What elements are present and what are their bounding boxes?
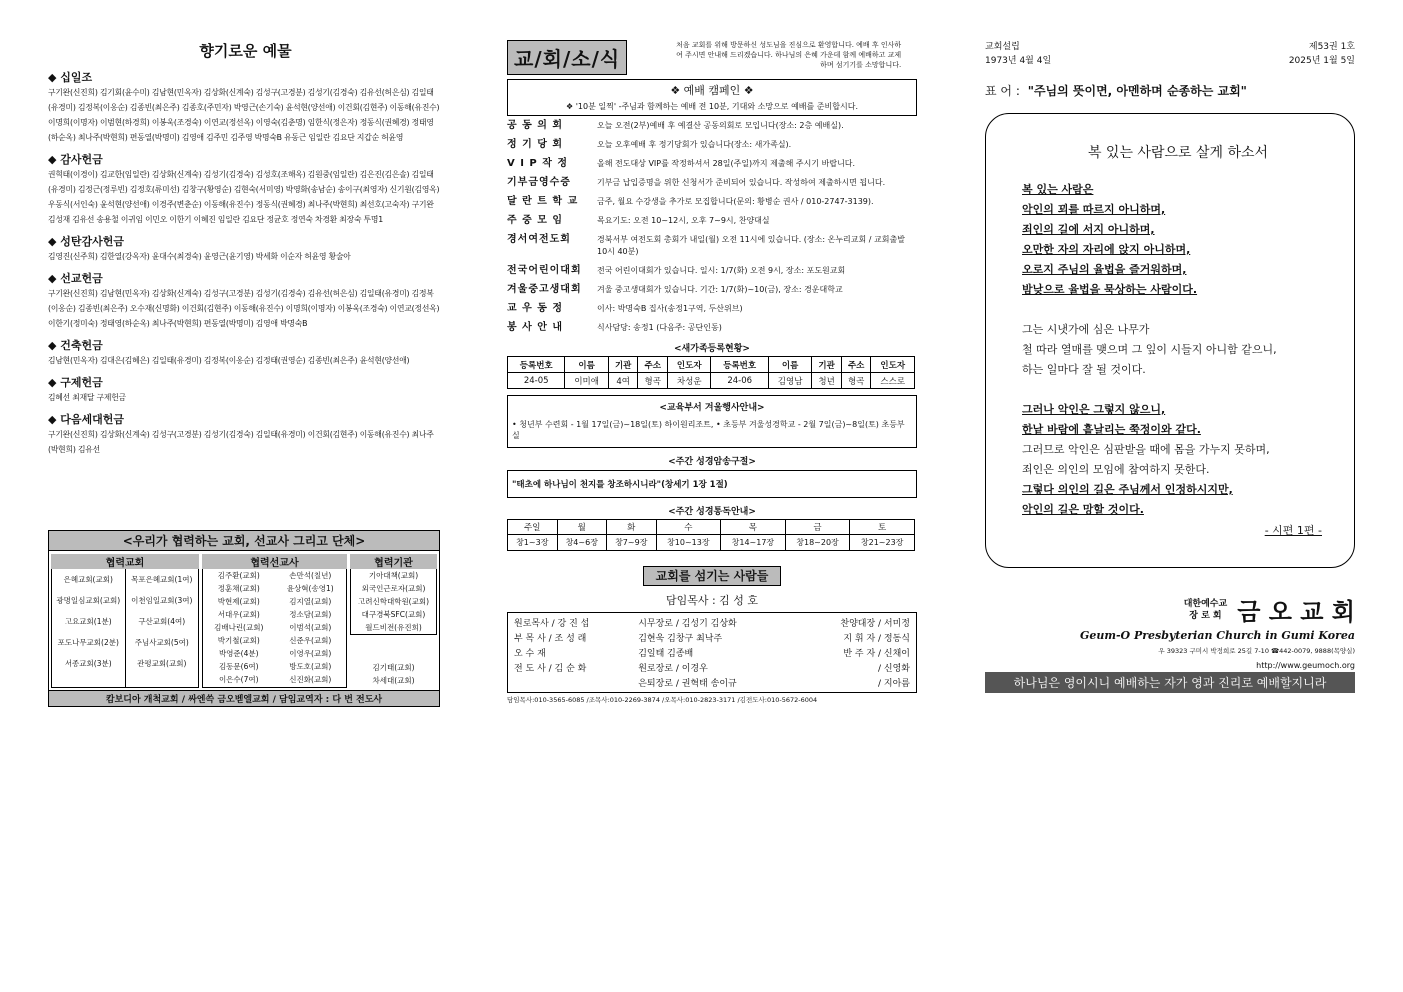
scripture-banner: 하나님은 영이시니 예배하는 자가 영과 진리로 예배할지니라	[985, 672, 1355, 693]
church-list-a	[52, 569, 126, 687]
church-item: 이천임일교회(3여)	[131, 596, 193, 605]
missionary-item: 서대우(교회)	[217, 610, 260, 619]
notice-label: 경서여전도회	[507, 234, 571, 245]
org-item: 김기태(교회)	[372, 663, 415, 672]
psalm-line: 죄인의 길에 서지 아니하며,	[1022, 223, 1155, 236]
staff-cell: 김일태 김종배	[638, 649, 694, 659]
denomination-1: 대한예수교	[1183, 598, 1228, 609]
news-title: 교/회/소/식	[507, 40, 627, 75]
left-column	[48, 40, 443, 705]
psalm-line: 오로지 주님의 율법을 즐거워하며,	[1022, 263, 1187, 276]
missionary-item: 신준우(교회)	[289, 636, 332, 645]
psalm-line: 그는 시냇가에 심은 나무가	[1022, 323, 1150, 336]
church-item: 관평교회(교회)	[137, 659, 187, 668]
notice-item	[507, 284, 917, 296]
denomination-2: 장 로 회	[1189, 610, 1222, 621]
reading-chapter: 창14~17장	[721, 535, 786, 551]
offering-sections	[48, 69, 443, 457]
newfamily-header: 등록번호	[508, 357, 565, 373]
psalm-line: 한낱 바람에 흩날리는 쭉정이와 같다.	[1022, 423, 1201, 436]
coop-org-header: 협력기관	[350, 554, 437, 569]
church-address: 우 39323 구미시 박정희로 25길 7-10 ☎442-0079, 9888(목양실)	[1158, 647, 1355, 655]
offering-heading: ◆ 다음세대헌금	[48, 413, 125, 426]
reading-day: 목	[721, 520, 786, 535]
news-intro: 처음 교회를 위해 방문하신 성도님을 진심으로 환영합니다. 예배 후 인사하여 주시면 안내해 드리겠습니다. 하나님의 은혜 가운데 함께 예배하고 교제하며 섬기기를 소망합니다.	[676, 41, 902, 69]
newfamily-cell: 청년	[812, 373, 842, 389]
staff-cell: 찬양대장 / 서미정	[840, 619, 910, 629]
notice-item	[507, 265, 917, 277]
offering-names: 권혁태(이경이) 김교한(임일란) 김상화(신계숙) 김성기(김경숙) 김성호(조해옥) 김원중(임일란) 김은진(김은솔) 김일태(유경미) 김정근(정루빈) 김정호(류미선) 김창구(황영순) 김현숙(서미영) 박영화(송남순) 송이구(최영자) 신기원(김영옥) 우동식(서인숙) 윤석현(양선애) 이경주(변춘순) 이동해(유진수) 정동식(권혜경) 최나주(박현희) 최선호(고숙자) 구기완 김성재 김유선 송용철 이귀임 이민오 이한기 이혜진 임일란 김요단 정균호 정연숙 차경환 최장숙 투명1	[48, 170, 440, 224]
staff-cell: 지 휘 자 / 정동식	[843, 634, 910, 644]
church-item: 주님사교회(5여)	[134, 638, 189, 647]
psalm-line	[1022, 380, 1334, 400]
offering-section	[48, 69, 443, 145]
church-item: 은혜교회(교회)	[63, 575, 113, 584]
offering-section	[48, 374, 443, 405]
missionary-list-a	[203, 569, 275, 687]
staff-cell: 원로목사 / 강 진 섭	[514, 619, 590, 629]
coop-box	[48, 530, 440, 707]
offering-names: 구기완(신진희) 김남현(민옥자) 김상화(신계숙) 김성구(고경분) 김성기(김경숙) 김유선(허은심) 김일태(유경미) 김정복(이옹순) 김종빈(최은주) 오수재(신명화) 이건회(김현주) 이동해(유진수) 이명희(이명자) 이봉욱(조경숙) 이연교(정선옥) 이한기(정미숙) 정태영(하순옥) 최나주(박현희) 편동열(박명미) 김영애 박명숙B	[48, 289, 440, 328]
notice-text: 전국 어린이대회가 있습니다. 일시: 1/7(화) 오전 9시, 장소: 포도원교회	[597, 266, 846, 275]
offering-section	[48, 233, 443, 264]
newfamily-header: 기관	[812, 357, 842, 373]
motto-text: "주님의 뜻이면, 아멘하며 순종하는 교회"	[1027, 84, 1247, 98]
newfamily-header: 주소	[638, 357, 668, 373]
edu-text: • 청년부 수련회 - 1월 17일(금)~18일(토) 하이원리조트, • 초등부 겨울성경학교 - 2월 7일(금)~8일(토) 초등부실	[512, 420, 905, 440]
founded-label: 교회설립	[985, 42, 1020, 52]
offering-heading: ◆ 선교헌금	[48, 272, 103, 285]
reading-day: 수	[656, 520, 721, 535]
memory-title: <주간 성경암송구절>	[668, 457, 756, 467]
newfamily-header: 기관	[608, 357, 638, 373]
reading-day: 금	[785, 520, 850, 535]
missionary-item: 김주환(교회)	[217, 571, 260, 580]
notice-item	[507, 234, 917, 258]
psalm-text	[1022, 180, 1334, 520]
missionary-item: 이영우(교회)	[289, 649, 332, 658]
notice-label: 전국어린이대회	[507, 265, 582, 276]
psalm-line: 그러므로 악인은 심판받을 때에 몸을 가누지 못하며,	[1022, 443, 1270, 456]
reading-day: 월	[557, 520, 607, 535]
newfamily-cell: 24-06	[711, 373, 768, 389]
notice-item	[507, 120, 917, 132]
newfamily-cell: 스스로	[871, 373, 915, 389]
offering-names: 김영진(신주희) 김한열(강옥자) 윤대수(최경숙) 윤영근(윤기영) 박세화 이순자 허윤영 황술아	[48, 252, 351, 261]
founded-date: 1973년 4월 4일	[985, 56, 1052, 66]
org-extra-list	[350, 661, 437, 687]
church-list-b	[126, 569, 199, 687]
missionary-item: 정소담(교회)	[289, 610, 332, 619]
notice-item	[507, 139, 917, 151]
campaign-text: ❖ '10분 일찍' -주님과 함께하는 예배 전 10분, 기대와 소망으로 예배를 준비합시다.	[566, 102, 858, 111]
org-item: 고려신학대학원(교회)	[357, 597, 430, 606]
coop-missionary-header: 협력선교사	[202, 554, 347, 569]
psalm-line: 밤낮으로 율법을 묵상하는 사람이다.	[1022, 283, 1198, 296]
psalm-line: 오만한 자의 자리에 앉지 아니하며,	[1022, 243, 1191, 256]
church-item: 포도나무교회(2분)	[57, 638, 119, 647]
reading-day: 화	[607, 520, 657, 535]
psalm-line: 하는 일마다 잘 될 것이다.	[1022, 363, 1146, 376]
psalm-line: 악인의 길은 망할 것이다.	[1022, 503, 1144, 516]
reading-chapter: 창18~20장	[785, 535, 850, 551]
notice-text: 기부금 납입증명을 위한 신청서가 준비되어 있습니다. 작성하여 제출하시면 됩니다.	[597, 178, 886, 187]
church-item: 고요교회(1분)	[64, 617, 112, 626]
motto-label: 표 어 :	[985, 84, 1020, 98]
notice-text: 오늘 오후예배 후 정기당회가 있습니다(장소: 새가족실).	[597, 140, 792, 149]
notice-item	[507, 158, 917, 170]
missionary-item: 김지열(교회)	[289, 597, 332, 606]
notice-text: 겨울 중고생대회가 있습니다. 기간: 1/7(화)~10(금), 장소: 경운대학교	[597, 285, 843, 294]
coop-church-header: 협력교회	[51, 554, 199, 569]
church-item: 광명일심교회(교회)	[56, 596, 121, 605]
offering-heading: ◆ 십일조	[48, 71, 93, 84]
org-item: 차세대(교회)	[372, 676, 415, 685]
newfamily-cell: 차성운	[668, 373, 711, 389]
offering-heading: ◆ 감사헌금	[48, 153, 103, 166]
newfamily-cell: 24-05	[508, 373, 565, 389]
missionary-item: 김동문(6여)	[218, 662, 259, 671]
psalm-title: 복 있는 사람으로 살게 하소서	[1087, 145, 1269, 161]
psalm-line	[1022, 300, 1334, 320]
edu-title: <교육부서 겨울행사안내>	[659, 403, 765, 413]
memory-text: "태초에 하나님이 천지를 창조하시니라"(창세기 1장 1절)	[512, 480, 728, 490]
volume: 제53권 1호	[1308, 42, 1355, 52]
staff-cell: 전 도 사 / 김 순 화	[514, 664, 587, 674]
notice-list	[507, 120, 917, 334]
newfamily-header: 주소	[841, 357, 871, 373]
reading-title: <주간 성경통독안내>	[668, 507, 756, 517]
staff-cell: 오 수 재	[514, 649, 546, 659]
issue-date: 2025년 1월 5일	[1288, 56, 1355, 66]
staff-table	[512, 615, 912, 690]
edu-box	[507, 395, 917, 448]
staff-cell: / 신영화	[878, 664, 910, 674]
org-item: 월드비전(유진희)	[365, 623, 422, 632]
notice-text: 이사: 박명숙B 집사(송정1구역, 두산위브)	[597, 304, 743, 313]
coop-title: <우리가 협력하는 교회, 선교사 그리고 단체>	[49, 531, 439, 551]
org-list	[350, 569, 437, 635]
psalm-line: 그러나 악인은 그렇지 않으니,	[1022, 403, 1166, 416]
offering-section	[48, 411, 443, 457]
coop-footer: 캄보디아 개척교회 / 싸엔쓱 금오벧엘교회 / 담임교역자 : 다 번 전도사	[49, 690, 439, 706]
org-item: 외국인근로자(교회)	[361, 584, 426, 593]
psalm-line: 악인의 꾀를 따르지 아니하며,	[1022, 203, 1166, 216]
newfamily-cell: 김영남	[768, 373, 811, 389]
church-url[interactable]: http://www.geumoch.org	[1256, 661, 1355, 670]
missionary-item: 박현제(교회)	[217, 597, 260, 606]
newfamily-header: 등록번호	[711, 357, 768, 373]
pastor-line: 담임목사 : 김 성 호	[665, 594, 759, 607]
newfamily-header: 이름	[565, 357, 608, 373]
campaign-title: ❖ 예배 캠페인 ❖	[670, 84, 754, 97]
notice-item	[507, 322, 917, 334]
church-english-name: Geum-O Presbyterian Church in Gumi Korea	[1079, 629, 1355, 642]
notice-label: 기부금영수증	[507, 177, 571, 188]
notice-item	[507, 196, 917, 208]
notice-label: 주 중 모 임	[507, 215, 564, 226]
reading-day: 주일	[508, 520, 558, 535]
newfamily-cell: 형곡	[638, 373, 668, 389]
org-item: 기아대책(교회)	[368, 571, 419, 580]
staff-cell: 은퇴장로 / 권혁태 송이규	[638, 679, 737, 689]
notice-label: 겨울중고생대회	[507, 284, 582, 295]
missionary-item: 윤상혁(송영1)	[286, 584, 334, 593]
newfamily-header: 이름	[768, 357, 811, 373]
missionary-item: 박기철(교회)	[217, 636, 260, 645]
offering-heading: ◆ 성탄감사헌금	[48, 235, 125, 248]
notice-label: 봉 사 안 내	[507, 322, 564, 333]
missionary-item: 김배나린(교회)	[214, 623, 264, 632]
offering-title: 향기로운 예물	[199, 42, 292, 60]
psalm-box	[985, 113, 1355, 568]
org-item: 대구경북SFC(교회)	[361, 610, 426, 619]
missionary-item: 신진화(교회)	[289, 675, 332, 684]
notice-text: 목요기도: 오전 10~12시, 오후 7~9시, 찬양대실	[597, 216, 770, 225]
notice-item	[507, 177, 917, 189]
notice-text: 경북서부 여전도회 총회가 내일(월) 오전 11시에 있습니다. (장소: 온누리교회 / 교회출발 10시 40분)	[597, 235, 905, 256]
psalm-line: 철 따라 열매를 맺으며 그 잎이 시들지 아니함 같으니,	[1022, 343, 1277, 356]
newfamily-header: 인도자	[871, 357, 915, 373]
offering-heading: ◆ 구제헌금	[48, 376, 103, 389]
church-name: 금 오 교 회	[1237, 598, 1355, 626]
staff-cell: 김현욱 김창구 최낙주	[638, 634, 723, 644]
psalm-ref: - 시편 1편 -	[1264, 524, 1322, 537]
missionary-item: 정훈채(교회)	[217, 584, 260, 593]
staff-cell: 반 주 자 / 신채이	[843, 649, 910, 659]
reading-chapter: 창1~3장	[508, 535, 558, 551]
reading-chapter: 창4~6장	[557, 535, 607, 551]
offering-section	[48, 151, 443, 227]
notice-label: 공 동 의 회	[507, 120, 564, 131]
newfamily-cell: 형곡	[841, 373, 871, 389]
psalm-line: 그렇다 의인의 길은 주님께서 인정하시지만,	[1022, 483, 1233, 496]
missionary-list-b	[275, 569, 347, 687]
servants-title: 교회를 섬기는 사람들	[643, 566, 782, 586]
offering-section	[48, 270, 443, 331]
memory-box	[507, 470, 917, 498]
staff-cell	[512, 675, 636, 690]
notice-text: 금주, 월요 수강생을 추가로 모집합니다(문의: 황병순 권사 / 010-2747-3139).	[597, 197, 874, 206]
staff-cell: / 지아름	[878, 679, 910, 689]
newfamily-header: 인도자	[668, 357, 711, 373]
missionary-item: 손만석(칠년)	[289, 571, 332, 580]
notice-label: 정 기 당 회	[507, 139, 564, 150]
right-column	[985, 40, 1355, 693]
newfamily-cell: 이미애	[565, 373, 608, 389]
notice-label: 교 우 동 정	[507, 303, 564, 314]
missionary-item: 방도호(교회)	[289, 662, 332, 671]
notice-item	[507, 215, 917, 227]
offering-names: 구기완(신진희) 김기회(윤수미) 김남현(민옥자) 김상화(신계숙) 김성구(고경분) 김성기(김경숙) 김유선(허은심) 김일태(유경미) 김정복(이옹순) 김종빈(최은주) 김종호(주민자) 박영근(손기숙) 윤석현(양선애) 이건회(김현주) 이동해(유진수) 이명희(이명자) 이범현(하경희) 이봉욱(조경숙) 이연교(정선옥) 이영숙(김춘명) 임한식(정은자) 정동식(권혜경) 정태영(하순옥) 최나주(박현희) 편동열(박명미) 김영애 김주민 김주영 박명숙B 유동근 임일란 김요단 지갑순 허윤영	[48, 88, 440, 142]
staff-cell: 부 목 사 / 조 성 래	[514, 634, 587, 644]
phone-line: 담임목사:010-3565-6085 /조목사:010-2269-3874 /오목사:010-2823-3171 /김전도사:010-5672-6004	[507, 696, 818, 704]
reading-table	[507, 519, 915, 551]
church-item: 서종교회(3분)	[64, 659, 112, 668]
offering-names: 구기완(신진희) 김상화(신계숙) 김성구(고경분) 김성기(김경숙) 김일태(유경미) 이건회(김현주) 이동해(유진수) 최나주(박현희) 김유선	[48, 430, 434, 454]
psalm-line: 죄인은 의인의 모임에 참여하지 못한다.	[1022, 463, 1210, 476]
reading-chapter: 창21~23장	[850, 535, 915, 551]
staff-cell: 시무장로 / 김성기 김상화	[638, 619, 737, 629]
reading-chapter: 창10~13장	[656, 535, 721, 551]
newfamily-table	[507, 356, 915, 389]
campaign-box	[507, 79, 917, 116]
notice-text: 식사담당: 송정1 (다음주: 공단인동)	[597, 323, 722, 332]
missionary-item: 박영준(4분)	[218, 649, 259, 658]
notice-label: 달 란 트 학 교	[507, 196, 579, 207]
notice-item	[507, 303, 917, 315]
newfamily-title: <새가족등록현황>	[674, 344, 750, 354]
offering-heading: ◆ 건축헌금	[48, 339, 103, 352]
missionary-item: 이은수(7여)	[218, 675, 259, 684]
offering-names: 김혜선 최재달 구제헌금	[48, 393, 126, 402]
notice-text: 올해 전도대상 VIP를 작정하셔서 28일(주일)까지 제출해 주시기 바랍니다.	[597, 159, 856, 168]
church-item: 목포은혜교회(1여)	[131, 575, 193, 584]
reading-day: 토	[850, 520, 915, 535]
reading-chapter: 창7~9장	[607, 535, 657, 551]
notice-label: V I P 작 정	[507, 158, 569, 169]
church-item: 구산교회(4여)	[138, 617, 186, 626]
staff-box	[507, 612, 917, 693]
missionary-item: 이범석(교회)	[289, 623, 332, 632]
notice-text: 오늘 오전(2부)예배 후 예결산 공동의회로 모입니다(장소: 2층 예배실).	[597, 121, 844, 130]
newfamily-cell: 4여	[608, 373, 638, 389]
offering-section	[48, 337, 443, 368]
psalm-line: 복 있는 사람은	[1022, 183, 1094, 196]
motto	[985, 82, 1355, 99]
offering-names: 김남현(민옥자) 김대은(김혜은) 김일태(유경미) 김정복(이옹순) 김정태(권영순) 김종빈(최은주) 윤석현(양선애)	[48, 356, 410, 365]
staff-cell: 원로장로 / 이경우	[638, 664, 708, 674]
middle-column	[507, 40, 917, 704]
